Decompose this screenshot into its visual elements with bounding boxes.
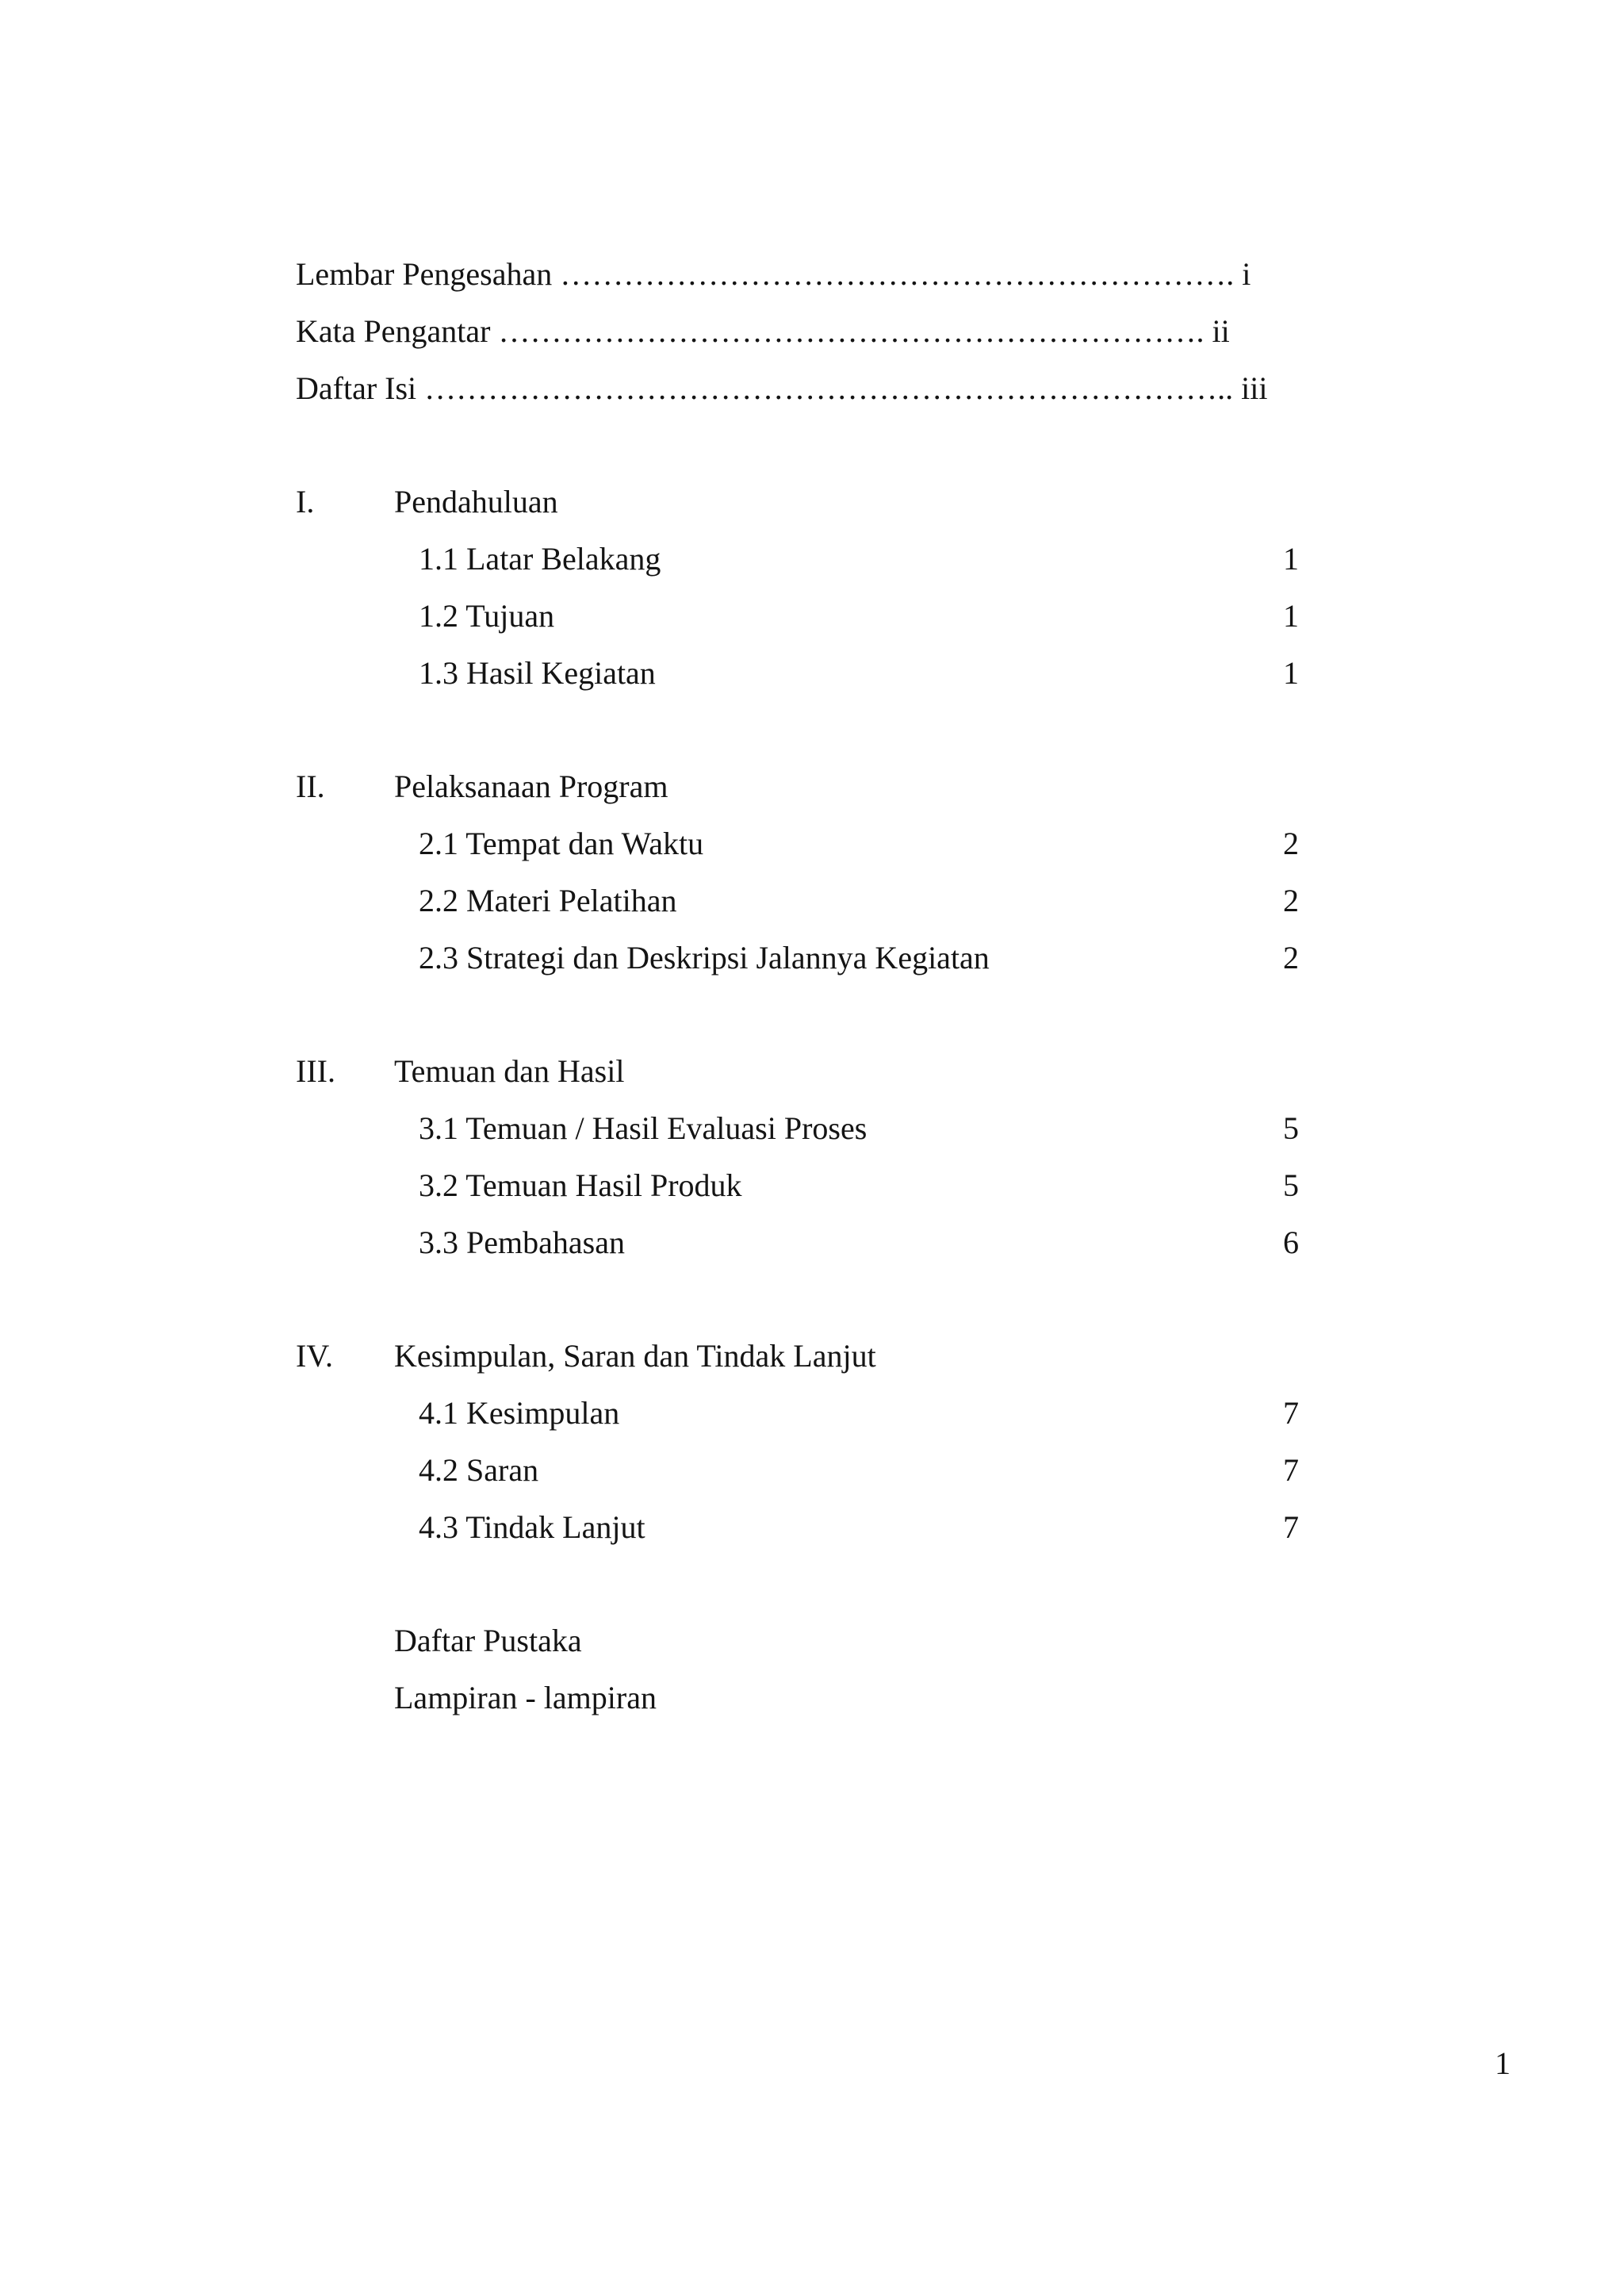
section-4-3-page: 7 — [1283, 1509, 1299, 1545]
section-3-2-page: 5 — [1283, 1167, 1299, 1203]
section-1-3-page: 1 — [1283, 655, 1299, 691]
section-3-3-page: 6 — [1283, 1225, 1299, 1260]
toc-leader-dots: ………………………………………………………………….. — [424, 370, 1234, 406]
section-1-2-page: 1 — [1283, 598, 1299, 634]
section-1-1-page: 1 — [1283, 541, 1299, 577]
section-2-1-title: 2.1 Tempat dan Waktu — [419, 826, 704, 861]
toc-leader-dots: …………………………………………………………. — [498, 313, 1205, 349]
toc-front-kata-pengantar — [296, 312, 1230, 351]
section-1-1-title: 1.1 Latar Belakang — [419, 541, 661, 577]
section-3-1-title: 3.1 Temuan / Hasil Evaluasi Proses — [419, 1110, 868, 1146]
section-2-2-title: 2.2 Materi Pelatihan — [419, 883, 677, 918]
toc-entry-page: iii — [1241, 370, 1268, 406]
page-number: 1 — [1495, 2045, 1511, 2081]
chapter-4-title: Kesimpulan, Saran dan Tindak Lanjut — [394, 1338, 876, 1374]
section-2-3-title: 2.3 Strategi dan Deskripsi Jalannya Kegiatan — [419, 940, 990, 976]
chapter-3-number: III. — [296, 1053, 335, 1089]
chapter-2-title: Pelaksanaan Program — [394, 769, 668, 804]
back-matter-lampiran: Lampiran - lampiran — [394, 1680, 657, 1715]
section-1-3-title: 1.3 Hasil Kegiatan — [419, 655, 656, 691]
chapter-1-number: I. — [296, 484, 315, 519]
chapter-1-title: Pendahuluan — [394, 484, 558, 519]
toc-entry-title: Lembar Pengesahan — [296, 256, 553, 292]
toc-entry-page: i — [1242, 256, 1251, 292]
back-matter-daftar-pustaka: Daftar Pustaka — [394, 1623, 582, 1658]
toc-entry-page: ii — [1212, 313, 1230, 349]
toc-leader-dots: ………………………………………………………. — [560, 256, 1235, 292]
section-3-2-title: 3.2 Temuan Hasil Produk — [419, 1167, 742, 1203]
section-1-2-title: 1.2 Tujuan — [419, 598, 555, 634]
section-2-3-page: 2 — [1283, 940, 1299, 976]
toc-front-daftar-isi — [296, 370, 1268, 408]
toc-entry-title: Kata Pengantar — [296, 313, 491, 349]
section-4-2-page: 7 — [1283, 1452, 1299, 1488]
section-3-1-page: 5 — [1283, 1110, 1299, 1146]
section-3-3-title: 3.3 Pembahasan — [419, 1225, 625, 1260]
section-4-3-title: 4.3 Tindak Lanjut — [419, 1509, 645, 1545]
section-2-1-page: 2 — [1283, 826, 1299, 861]
section-4-2-title: 4.2 Saran — [419, 1452, 539, 1488]
chapter-3-title: Temuan dan Hasil — [394, 1053, 625, 1089]
toc-entry-title: Daftar Isi — [296, 370, 417, 406]
section-4-1-page: 7 — [1283, 1395, 1299, 1431]
section-4-1-title: 4.1 Kesimpulan — [419, 1395, 620, 1431]
toc-front-lembar-pengesahan — [296, 255, 1251, 293]
chapter-4-number: IV. — [296, 1338, 334, 1374]
section-2-2-page: 2 — [1283, 883, 1299, 918]
chapter-2-number: II. — [296, 769, 325, 804]
